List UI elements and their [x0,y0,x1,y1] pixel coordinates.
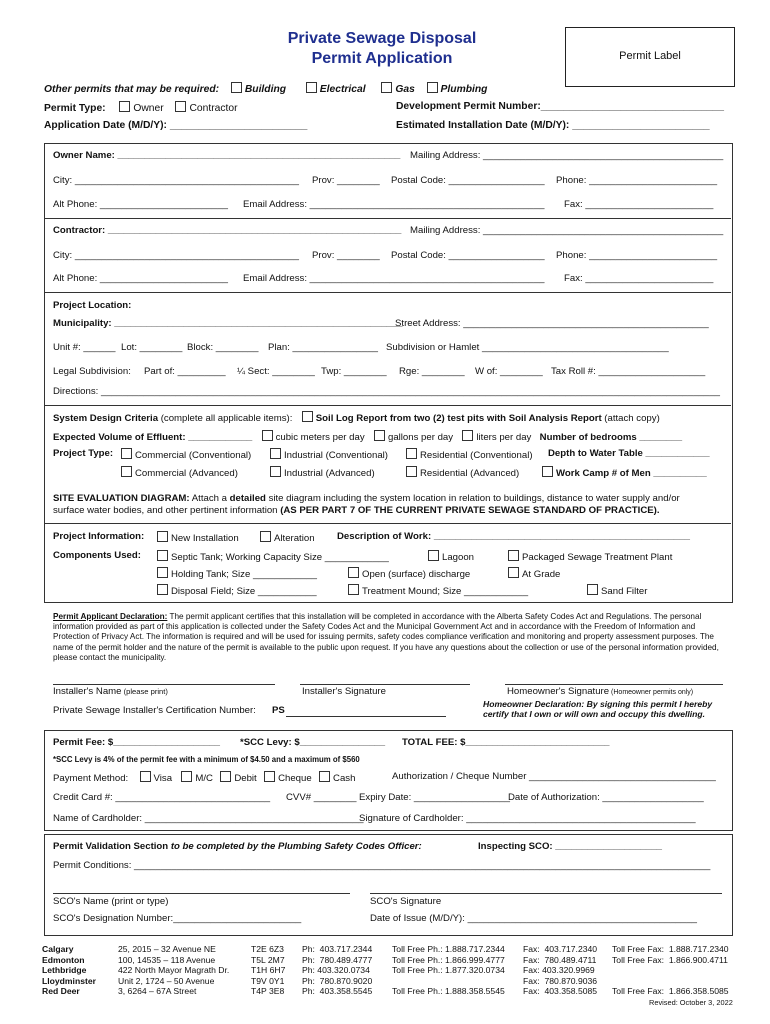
scc-levy-field[interactable]: *SCC Levy: $________________ [240,737,386,748]
new-install-checkbox[interactable] [157,531,168,542]
owner-prov-field[interactable]: Prov: ________ [312,175,380,186]
project-type-label [53,448,113,459]
expiry-field[interactable]: Expiry Date: __________________ [359,792,510,803]
debit-checkbox[interactable] [220,771,231,782]
unit-field[interactable]: Unit #: ______ [53,342,116,353]
res-conv-checkbox[interactable] [406,448,417,459]
gallons-checkbox[interactable] [374,430,385,441]
project-info-label: Project Information: [53,531,145,542]
homeowner-sig-text: Homeowner's Signature [507,686,610,697]
other-permits-label: Other permits that may be required: [44,84,220,95]
soil-log-label: Soil Log Report from two (2) test pits with Soil Analysis Report [315,413,602,424]
contractor-postal-field[interactable]: Postal Code: __________________ [391,250,545,261]
system-criteria-note: (complete all applicable items): [158,413,293,424]
scc-levy-note: *SCC Levy is 4% of the permit fee with a minimum of $4.50 and a maximum of $560 [53,755,360,764]
contractor-prov-field[interactable]: Prov: ________ [312,250,380,261]
system-criteria-label: System Design Criteria [53,413,159,424]
contractor-label: Contractor [189,103,238,114]
site-eval-standard: (AS PER PART 7 OF THE CURRENT PRIVATE SEWAGE STANDARD OF PRACTICE). [280,505,660,516]
open-discharge-label: Open (surface) discharge [362,569,471,580]
holding-option[interactable] [157,567,317,580]
gallons-label: gallons per day [387,432,454,443]
owner-city-field[interactable]: City: __________________________________________ [53,175,299,186]
holding-field[interactable]: Holding Tank; Size ____________ [171,569,317,580]
depth-water-field[interactable]: Depth to Water Table ____________ [548,448,710,459]
permit-conditions-field[interactable]: Permit Conditions: ____________________________________________________________________________________________________________ [53,860,711,871]
contractor-mailing-field[interactable]: Mailing Address: _____________________________________________ [410,225,724,236]
electrical-checkbox[interactable] [306,82,317,93]
block-field[interactable]: Block: ________ [187,342,259,353]
range-field[interactable]: Rge: ________ [399,366,465,377]
building-label: Building [244,84,287,95]
dev-permit-field[interactable]: Development Permit Number:________________________________ [396,101,725,112]
permit-type-row [44,101,238,114]
sco-sig-line[interactable] [370,893,722,894]
validation-heading [53,841,422,852]
owner-alt-phone-field[interactable]: Alt Phone: ________________________ [53,199,228,210]
alteration-option[interactable] [260,531,315,544]
contractor-checkbox[interactable] [175,101,186,112]
form-title-line1: Private Sewage Disposal [287,30,477,47]
effluent-field[interactable]: Expected Volume of Effluent: ____________ [53,432,253,443]
separator-contractor [44,292,731,293]
please-print-note: (please print) [121,687,168,696]
cash-label: Cash [333,773,356,784]
separator-owner [44,218,731,219]
directions-field[interactable]: Directions: ____________________________________________________________________________________________________________________ [53,386,720,397]
owner-mailing-field[interactable]: Mailing Address: _____________________________________________ [410,150,724,161]
cheque-checkbox[interactable] [264,771,275,782]
res-adv-checkbox[interactable] [406,466,417,477]
site-eval-detailed: detailed [229,493,266,504]
owner-phone-field[interactable]: Phone: ________________________ [556,175,718,186]
street-address-field[interactable]: Street Address: ______________________________________________ [395,318,709,329]
septic-field[interactable]: Septic Tank; Working Capacity Size ____________ [171,552,389,563]
site-eval-text2: site diagram including the system location in relation to buildings, distance to water supply and/or [265,493,680,504]
description-work-field[interactable]: Description of Work: ________________________________________________ [337,531,690,542]
authorization-field[interactable]: Authorization / Cheque Number ___________________________________ [392,771,716,782]
disposal-field-option[interactable] [157,584,317,597]
components-label: Components Used: [53,550,141,561]
at-grade-label: At Grade [522,569,561,580]
liters-checkbox[interactable] [462,430,473,441]
declaration-paragraph [53,612,725,663]
treatment-mound-option[interactable] [348,584,528,597]
sco-sig-label: SCO's Signature [370,896,442,907]
plan-field[interactable]: Plan: ________________ [268,342,378,353]
comm-adv-label: Commercial (Advanced) [135,468,238,479]
est-install-date-field[interactable]: Estimated Installation Date (M/D/Y): ________________________ [396,120,710,131]
cardholder-sig-field[interactable]: Signature of Cardholder: ___________________________________________ [359,813,696,824]
new-install-label: New Installation [171,533,239,544]
declaration-heading: Permit Applicant Declaration: [53,612,168,621]
homeowner-declaration-line1: Homeowner Declaration: By signing this permit I hereby [483,699,713,709]
payment-method-row [53,771,355,784]
part-of-field[interactable]: Part of: _________ [144,366,226,377]
contractor-alt-phone-field[interactable]: Alt Phone: ________________________ [53,273,228,284]
office-toll-free-faxes: Toll Free Fax: 1.888.717.2340 Toll Free Fax: 1.866.900.4711 Toll Free Fax: 1.866.358.5085 [612,944,729,997]
validation-heading-text: Permit Validation Section [53,841,169,852]
at-grade-checkbox[interactable] [508,567,519,578]
separator-site [44,523,731,524]
sand-filter-checkbox[interactable] [587,584,598,595]
open-discharge-checkbox[interactable] [348,567,359,578]
open-discharge-option[interactable] [348,567,470,580]
homeowner-declaration-line2: certify that I own or will own and occupy this dwelling. [483,709,706,719]
homeowner-sig-label [507,686,693,697]
homeowner-only-note: (Homeowner permits only) [609,689,694,696]
liters-label: liters per day [476,432,532,443]
total-fee-field[interactable]: TOTAL FEE: $___________________________ [402,737,610,748]
mc-label: M/C [195,773,213,784]
revised-date: Revised: October 3, 2022 [649,998,733,1007]
comm-adv-option[interactable] [121,466,238,479]
effluent-row [53,430,682,443]
ind-adv-label: Industrial (Advanced) [284,468,375,479]
installer-name-label [53,686,168,697]
sco-name-label: SCO's Name (print or type) [53,896,169,907]
credit-card-field[interactable]: Credit Card #: _____________________________ [53,792,271,803]
owner-label: Owner [133,103,164,114]
alteration-label: Alteration [274,533,315,544]
office-faxes: Fax: 403.717.2340 Fax: 780.489.4711 Fax: 403.320.9969 Fax: 780.870.9036 Fax: 403.358.5085 [523,944,598,997]
site-eval-line2 [53,505,660,516]
site-eval-text3: surface water bodies, and other pertinent information [53,505,281,516]
subdivision-field[interactable]: Subdivision or Hamlet ___________________________________ [386,342,669,353]
office-phones: Ph: 403.717.2344 Ph: 780.489.4777 Ph: 403.320.0734 Ph: 780.870.9020 Ph: 403.358.5545 [302,944,373,997]
cubic-meters-checkbox[interactable] [262,430,273,441]
res-adv-label: Residential (Advanced) [420,468,520,479]
site-eval-text1: Attach a [189,493,230,504]
lagoon-option[interactable] [428,550,474,563]
at-grade-option[interactable] [508,567,560,580]
disposal-field-checkbox[interactable] [157,584,168,595]
contractor-email-field[interactable]: Email Address: ____________________________________________ [243,273,545,284]
quarter-section-field[interactable]: ¼ Sect: ________ [237,366,315,377]
sand-filter-label: Sand Filter [601,586,648,597]
w-of-field[interactable]: W of: ________ [475,366,543,377]
res-conv-option[interactable] [406,448,533,461]
cheque-label: Cheque [278,773,312,784]
ps-prefix: PS [272,705,285,716]
contractor-fax-field[interactable]: Fax: ________________________ [564,273,714,284]
contractor-city-field[interactable]: City: __________________________________________ [53,250,299,261]
debit-label: Debit [234,773,257,784]
treatment-mound-checkbox[interactable] [348,584,359,595]
installer-sig-line[interactable] [300,684,470,685]
holding-checkbox[interactable] [157,567,168,578]
office-cities: Calgary Edmonton Lethbridge Lloydminster Red Deer [42,944,96,997]
septic-checkbox[interactable] [157,550,168,561]
gas-checkbox[interactable] [381,82,392,93]
disposal-field-field[interactable]: Disposal Field; Size ___________ [171,586,317,597]
site-eval-heading: SITE EVALUATION DIAGRAM: [53,493,190,504]
ind-conv-checkbox[interactable] [270,448,281,459]
date-authorization-field[interactable]: Date of Authorization: ___________________ [508,792,704,803]
lagoon-label: Lagoon [442,552,475,563]
contractor-name-field[interactable]: Contractor: _______________________________________________________ [53,225,402,236]
comm-conv-checkbox[interactable] [121,448,132,459]
plumbing-checkbox[interactable] [427,82,438,93]
office-toll-free-phones: Toll Free Ph.: 1.888.717.2344 Toll Free Ph.: 1.866.999.4777 Toll Free Ph.: 1.877.320.0734 Toll Free Ph.: 1.888.358.5545 [392,944,505,997]
installer-name-text: Installer's Name [53,686,122,697]
separator-project [44,405,731,406]
electrical-label: Electrical [319,84,366,95]
owner-fax-field[interactable]: Fax: ________________________ [564,199,714,210]
permit-fee-field[interactable]: Permit Fee: $____________________ [53,737,220,748]
building-checkbox[interactable] [231,82,242,93]
other-permits-row [44,82,487,95]
township-field[interactable]: Twp: ________ [321,366,387,377]
municipality-field[interactable]: Municipality: ______________________________________________________ [53,318,403,329]
validation-heading-italic: to be completed by the Plumbing Safety Codes Officer: [168,841,422,852]
cvv-field[interactable]: CVV# ________ [286,792,357,803]
cert-number-line[interactable] [286,716,446,717]
ind-conv-label: Industrial (Conventional) [284,450,388,461]
sco-designation-field[interactable]: SCO's Designation Number:________________________ [53,913,302,924]
mc-checkbox[interactable] [181,771,192,782]
site-eval-line1 [53,493,680,504]
treatment-mound-field[interactable]: Treatment Mound; Size ____________ [362,586,529,597]
visa-checkbox[interactable] [140,771,151,782]
bedrooms-field[interactable]: Number of bedrooms ________ [539,432,683,443]
permit-type-label: Permit Type: [44,103,106,114]
owner-name-field[interactable]: Owner Name: _____________________________________________________ [53,150,401,161]
res-conv-label: Residential (Conventional) [420,450,533,461]
permit-label-text: Permit Label [619,50,681,62]
alteration-checkbox[interactable] [260,531,271,542]
installer-name-line[interactable] [53,684,275,685]
form-title-line2: Permit Application [311,50,453,67]
gas-label: Gas [395,84,415,95]
owner-postal-field[interactable]: Postal Code: __________________ [391,175,545,186]
ind-adv-option[interactable] [270,466,375,479]
installer-sig-label: Installer's Signature [302,686,386,697]
sand-filter-option[interactable] [587,584,647,597]
new-install-option[interactable] [157,531,239,544]
visa-label: Visa [153,773,173,784]
cubic-meters-label: cubic meters per day [275,432,365,443]
attach-copy-label: (attach copy) [601,413,660,424]
packaged-option[interactable] [508,550,672,563]
comm-adv-checkbox[interactable] [121,466,132,477]
permit-label-box [565,27,735,87]
tax-roll-field[interactable]: Tax Roll #: ____________________ [551,366,706,377]
ind-adv-checkbox[interactable] [270,466,281,477]
lagoon-checkbox[interactable] [428,550,439,561]
sco-name-line[interactable] [53,893,350,894]
soil-log-checkbox[interactable] [302,411,313,422]
declaration-text: The permit applicant certifies that this installation will be completed in accordance with the Alberta Safety Codes Act and Regulations. The personal information provided as part of this application is collected under the Safety Codes Act and the Municipal Government Act and in accordance with the Freedom of Information and Protection of Privacy Act. The information is required and will be used for issuing permits, safety codes compliance verification and monitoring and property assessment purposes. The name of the permit holder and the nature of the permit is available to the public upon request. If you have any questions about the collection or use of the personal information provided, please contact the municipality. [53,612,719,662]
plumbing-label: Plumbing [440,84,488,95]
packaged-checkbox[interactable] [508,550,519,561]
date-issue-field[interactable]: Date of Issue (M/D/Y): ___________________________________________ [370,913,697,924]
legal-subdivision-label: Legal Subdivision: [53,366,131,377]
septic-option[interactable] [157,550,389,563]
cash-checkbox[interactable] [319,771,330,782]
ind-conv-option[interactable] [270,448,388,461]
packaged-label: Packaged Sewage Treatment Plant [522,552,673,563]
owner-checkbox[interactable] [119,101,130,112]
cert-number-label: Private Sewage Installer's Certification Number: [53,705,256,716]
system-criteria-row [53,411,660,424]
application-date-field[interactable]: Application Date (M/D/Y): ________________________ [44,120,308,131]
contractor-phone-field[interactable]: Phone: ________________________ [556,250,718,261]
work-camp-field[interactable]: Work Camp # of Men __________ [556,468,707,479]
inspecting-sco-field[interactable]: Inspecting SCO: ____________________ [478,841,663,852]
work-camp-option[interactable] [542,466,707,479]
work-camp-checkbox[interactable] [542,466,553,477]
project-location-heading: Project Location: [53,300,132,311]
owner-email-field[interactable]: Email Address: ____________________________________________ [243,199,545,210]
res-adv-option[interactable] [406,466,519,479]
payment-method-label: Payment Method: [53,773,129,784]
office-postal-codes: T2E 6Z3 T5L 2M7 T1H 6H7 T9V 0Y1 T4P 3E8 [251,944,286,997]
lot-field[interactable]: Lot: ________ [121,342,183,353]
homeowner-sig-line[interactable] [505,684,723,685]
office-addresses: 25, 2015 – 32 Avenue NE 100, 14535 – 118 Avenue 422 North Mayor Magrath Dr. Unit 2, 1724 – 50 Avenue 3, 6264 – 67A Street [118,944,230,997]
comm-conv-label: Commercial (Conventional) [135,450,252,461]
cardholder-name-field[interactable]: Name of Cardholder: _________________________________________ [53,813,364,824]
comm-conv-option[interactable] [121,448,251,461]
project-type-text: Project Type: [53,448,114,459]
